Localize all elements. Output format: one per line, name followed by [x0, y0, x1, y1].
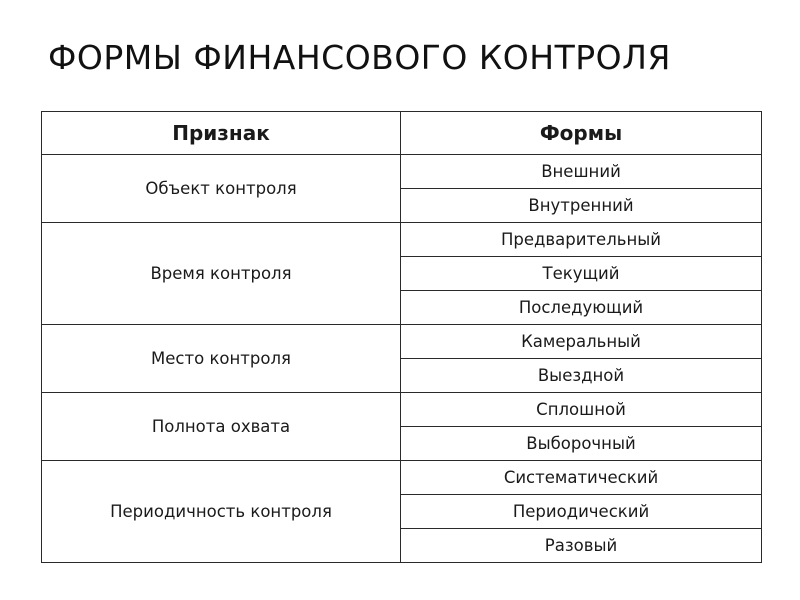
form-cell: Систематический: [401, 461, 762, 495]
forms-table: [41, 111, 762, 563]
form-cell: Выборочный: [401, 427, 762, 461]
form-cell: Последующий: [401, 291, 762, 325]
table-row: [42, 223, 762, 257]
table-row: [42, 155, 762, 189]
table-header: [42, 112, 762, 155]
table-row: [42, 393, 762, 427]
form-cell: Внутренний: [401, 189, 762, 223]
header-row: [42, 112, 762, 155]
attribute-cell: Объект контроля: [42, 155, 401, 223]
attribute-cell: Периодичность контроля: [42, 461, 401, 563]
form-cell: Текущий: [401, 257, 762, 291]
form-cell: Камеральный: [401, 325, 762, 359]
table-row: [42, 325, 762, 359]
table-row: [42, 461, 762, 495]
attribute-cell: Полнота охвата: [42, 393, 401, 461]
form-cell: Внешний: [401, 155, 762, 189]
form-cell: Предварительный: [401, 223, 762, 257]
header-attribute: Признак: [42, 112, 401, 155]
form-cell: Сплошной: [401, 393, 762, 427]
form-cell: Выездной: [401, 359, 762, 393]
header-forms: Формы: [401, 112, 762, 155]
attribute-cell: Место контроля: [42, 325, 401, 393]
form-cell: Периодический: [401, 495, 762, 529]
slide-title: ФОРМЫ ФИНАНСОВОГО КОНТРОЛЯ: [48, 38, 671, 77]
table-body: [42, 155, 762, 563]
attribute-cell: Время контроля: [42, 223, 401, 325]
form-cell: Разовый: [401, 529, 762, 563]
